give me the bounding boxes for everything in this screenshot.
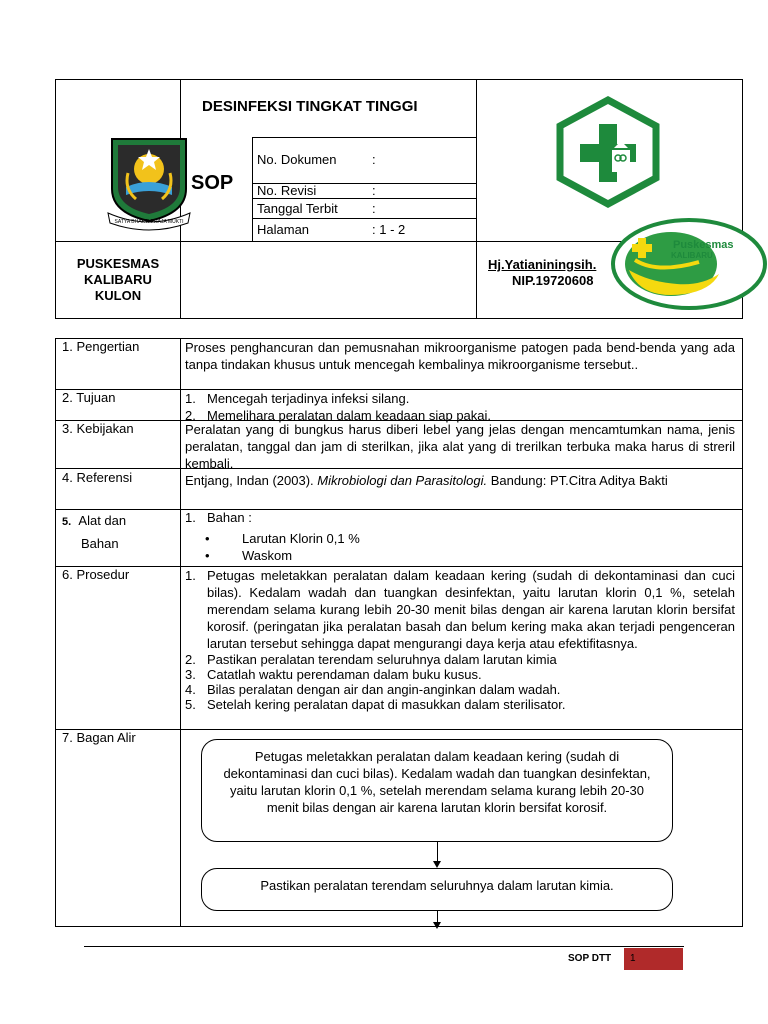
svg-text:SATYA BHAKTI PRAJA MUKTI: SATYA BHAKTI PRAJA MUKTI	[114, 219, 184, 225]
field-value-no-revisi: :	[372, 183, 376, 198]
list-item: 2. Pastikan peralatan terendam seluruhnya dalam larutan kimia	[185, 652, 557, 667]
footer-page-number: 1	[630, 953, 636, 964]
row-label-prosedur: 6. Prosedur	[62, 567, 130, 582]
field-label-tanggal-terbit: Tanggal Terbit	[257, 201, 338, 216]
list-item: • Larutan Klorin 0,1 %	[205, 531, 360, 546]
signer-nip: NIP.19720608	[512, 273, 594, 288]
flowchart-arrowhead	[433, 922, 441, 929]
flowchart-arrow	[437, 842, 438, 862]
document-title: DESINFEKSI TINGKAT TINGGI	[202, 98, 418, 115]
list-item: 3. Catatlah waktu perendaman dalam buku kusus.	[185, 667, 482, 682]
list-item: 1. Petugas meletakkan peralatan dalam keadaan kering (sudah di dekontaminasi dan cuci bilas). Kedalam wadah dan tuangkan desinfektan, yaitu larutan klorin 0,1 %, setelah merendam selama kurang lebih 20-30 menit bilas dengan air karena larutan klorin bersifat korosif. (peringatan jika peralatan basah dan belum kering maka akan terjadi pengenceran larutan tersebut sehingga dapat mengurangi daya kerja atau efektifitasnya.	[185, 568, 735, 651]
regency-emblem-logo	[104, 133, 194, 231]
org-name: PUSKESMAS KALIBARU KULON	[76, 256, 160, 303]
flowchart-step-2: Pastikan peralatan terendam seluruhnya dalam larutan kimia.	[201, 868, 673, 911]
list-item: • Waskom	[205, 548, 293, 563]
sop-label: SOP	[191, 172, 234, 194]
list-item: 5. Setelah kering peralatan dapat di masukkan dalam sterilisator.	[185, 697, 566, 712]
row-list-prosedur	[185, 567, 735, 712]
svg-text:Puskesmas: Puskesmas	[673, 239, 734, 251]
list-item: 4. Bilas peralatan dengan air dan angin-anginkan dalam wadah.	[185, 682, 561, 697]
footer-rule	[84, 946, 684, 947]
row-text-kebijakan: Peralatan yang di bungkus harus diberi lebel yang jelas dengan mencamtumkan nama, jenis peralatan, tanggal dan jam di sterilkan, jika alat yang di trerilkan terbuka maka harus di streril kembali.	[185, 422, 735, 471]
row-list-alat-bahan	[185, 510, 735, 564]
field-value-tanggal-terbit: :	[372, 201, 376, 216]
row-text-referensi: Entjang, Indan (2003). Mikrobiologi dan Parasitologi. Bandung: PT.Citra Aditya Bakti	[185, 473, 668, 488]
list-item: 2. Memelihara peralatan dalam keadaan siap pakai.	[185, 408, 492, 423]
row-label-pengertian: 1. Pengertian	[62, 339, 140, 354]
flowchart-step-1: Petugas meletakkan peralatan dalam keadaan kering (sudah di dekontaminasi dan cuci bilas). Kedalam wadah dan tuangkan desinfektan, yaitu larutan klorin 0,1 %, setelah merendam selama kurang lebih 20-30 menit bilas dengan air karena larutan klorin bersifat korosif.	[201, 739, 673, 842]
row-list-tujuan	[185, 390, 735, 424]
health-cross-logo	[552, 96, 664, 208]
row-label-referensi: 4. Referensi	[62, 470, 133, 485]
list-heading: 1. Bahan :	[185, 510, 252, 525]
row-label-tujuan: 2. Tujuan	[62, 390, 116, 405]
list-item: 1. Mencegah terjadinya infeksi silang.	[185, 391, 410, 406]
flowchart-arrowhead	[433, 861, 441, 868]
row-label-kebijakan: 3. Kebijakan	[62, 421, 134, 436]
field-value-halaman: : 1 - 2	[372, 222, 406, 237]
row-label-bagan-alir: 7. Bagan Alir	[62, 730, 136, 745]
row-text-pengertian: Proses penghancuran dan pemusnahan mikroorganisme patogen pada bend-benda yang ada tanpa tindakan khusus untuk mencegah kembalinya mikroorganisme tersebut..	[185, 340, 735, 372]
svg-text:KALIBARU: KALIBARU	[671, 251, 713, 260]
footer-page-box	[624, 948, 683, 970]
row-label-alat-bahan: 5. Alat dan Bahan	[62, 513, 127, 551]
footer-label: SOP DTT	[568, 953, 612, 964]
signer-name: Hj.Yatianiningsih.	[488, 257, 597, 272]
field-label-no-dokumen: No. Dokumen	[257, 152, 337, 167]
field-label-no-revisi: No. Revisi	[257, 183, 317, 198]
field-value-no-dokumen: :	[372, 152, 376, 167]
field-label-halaman: Halaman	[257, 222, 310, 237]
puskesmas-kalibaru-logo	[611, 218, 768, 310]
